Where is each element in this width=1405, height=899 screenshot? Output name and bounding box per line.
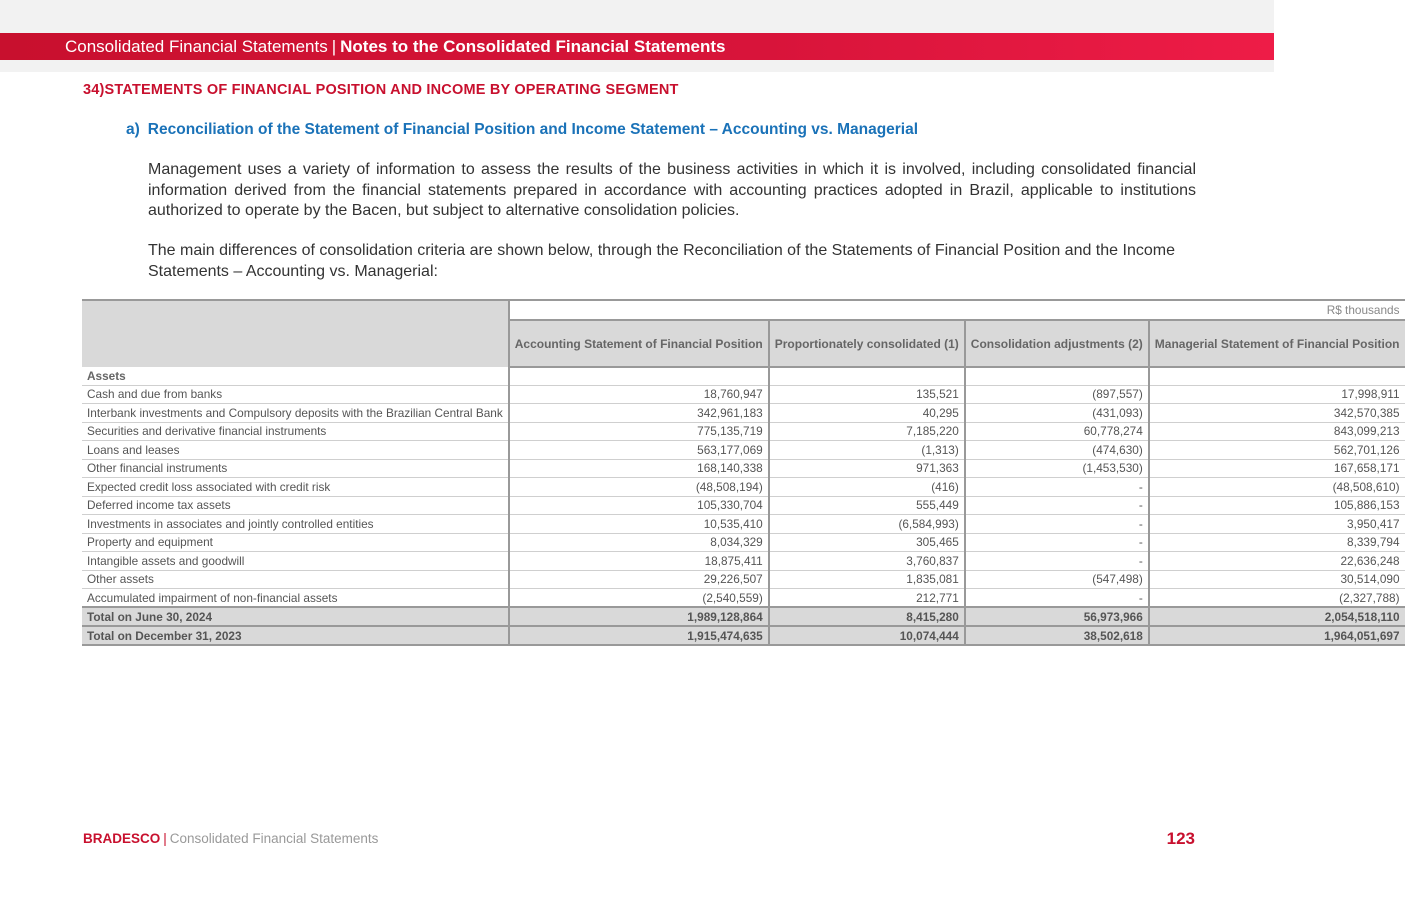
row-label: Other financial instruments — [82, 459, 509, 478]
header-left-text: Consolidated Financial Statements — [65, 37, 328, 56]
column-header: Proportionately consolidated (1) — [769, 320, 965, 367]
table-cell: - — [965, 533, 1149, 552]
table-cell: - — [965, 478, 1149, 497]
table-cell — [509, 367, 769, 385]
table-cell: - — [965, 552, 1149, 571]
row-label: Other assets — [82, 570, 509, 589]
table-cell: - — [965, 589, 1149, 608]
row-label: Loans and leases — [82, 441, 509, 460]
table-cell: 8,339,794 — [1149, 533, 1405, 552]
table-cell: (547,498) — [965, 570, 1149, 589]
table-cell: 29,226,507 — [509, 570, 769, 589]
table-row — [82, 385, 1405, 404]
table-cell: (1,313) — [769, 441, 965, 460]
table-row — [82, 533, 1405, 552]
table-row — [82, 478, 1405, 497]
table-cell: 1,989,128,864 — [509, 607, 769, 626]
table-cell: 7,185,220 — [769, 422, 965, 441]
section-title: 34)STATEMENTS OF FINANCIAL POSITION AND INCOME BY OPERATING SEGMENT — [83, 82, 679, 98]
document-header — [0, 33, 1274, 60]
footer-text: Consolidated Financial Statements — [169, 831, 379, 846]
row-label: Accumulated impairment of non-financial assets — [82, 589, 509, 608]
table-cell: 40,295 — [769, 404, 965, 423]
table-cell: (431,093) — [965, 404, 1149, 423]
table-cell: 30,514,090 — [1149, 570, 1405, 589]
footer — [83, 831, 378, 846]
table-cell: (897,557) — [965, 385, 1149, 404]
table-cell: 10,535,410 — [509, 515, 769, 534]
table-cell: 22,636,248 — [1149, 552, 1405, 571]
table-cell: - — [965, 515, 1149, 534]
table-row — [82, 515, 1405, 534]
table-cell: 971,363 — [769, 459, 965, 478]
table-cell — [965, 367, 1149, 385]
row-label: Total on June 30, 2024 — [82, 607, 509, 626]
table-cell: 305,465 — [769, 533, 965, 552]
table-cell: (2,540,559) — [509, 589, 769, 608]
table-cell: 168,140,338 — [509, 459, 769, 478]
row-label: Interbank investments and Compulsory deposits with the Brazilian Central Bank — [82, 404, 509, 423]
table-cell: 775,135,719 — [509, 422, 769, 441]
subsection-text: Reconciliation of the Statement of Financial Position and Income Statement – Accounting vs. Managerial — [147, 121, 919, 138]
category-row — [82, 367, 1405, 385]
table-row — [82, 589, 1405, 608]
subsection-letter: a) — [126, 121, 140, 138]
header-right-text: Notes to the Consolidated Financial Statements — [340, 37, 726, 56]
table-cell: 3,950,417 — [1149, 515, 1405, 534]
table-cell: 17,998,911 — [1149, 385, 1405, 404]
table-cell: 1,915,474,635 — [509, 626, 769, 645]
column-header: Consolidation adjustments (2) — [965, 320, 1149, 367]
header-under-strip — [0, 60, 1274, 72]
table-cell: - — [965, 496, 1149, 515]
table-cell: 212,771 — [769, 589, 965, 608]
row-label: Cash and due from banks — [82, 385, 509, 404]
header-separator: | — [331, 37, 337, 56]
page-number: 123 — [1166, 829, 1195, 848]
table-row — [82, 422, 1405, 441]
table-cell: 60,778,274 — [965, 422, 1149, 441]
table-cell: 1,964,051,697 — [1149, 626, 1405, 645]
table-row — [82, 570, 1405, 589]
table-cell: 843,099,213 — [1149, 422, 1405, 441]
table-cell: 342,961,183 — [509, 404, 769, 423]
table-cell: 167,658,171 — [1149, 459, 1405, 478]
table-row — [82, 459, 1405, 478]
table-unit-row — [82, 300, 1405, 320]
table-cell: 56,973,966 — [965, 607, 1149, 626]
top-strip — [0, 0, 1274, 33]
table-cell: 8,415,280 — [769, 607, 965, 626]
row-label: Total on December 31, 2023 — [82, 626, 509, 645]
reconciliation-table — [82, 299, 1405, 646]
table-cell: 105,330,704 — [509, 496, 769, 515]
table-row — [82, 496, 1405, 515]
column-header: Managerial Statement of Financial Position — [1149, 320, 1405, 367]
table-row — [82, 404, 1405, 423]
footer-separator: | — [163, 831, 167, 846]
table-cell: (416) — [769, 478, 965, 497]
footer-brand: BRADESCO — [83, 831, 161, 846]
row-label: Investments in associates and jointly controlled entities — [82, 515, 509, 534]
subsection-title — [126, 121, 918, 139]
table-cell — [769, 367, 965, 385]
table-cell: (1,453,530) — [965, 459, 1149, 478]
table-cell: 3,760,837 — [769, 552, 965, 571]
header-blank-cell — [82, 300, 509, 367]
table-cell: 563,177,069 — [509, 441, 769, 460]
row-label: Intangible assets and goodwill — [82, 552, 509, 571]
row-label: Securities and derivative financial instruments — [82, 422, 509, 441]
table-row — [82, 552, 1405, 571]
table-cell: 342,570,385 — [1149, 404, 1405, 423]
table-cell: 8,034,329 — [509, 533, 769, 552]
table-cell: (6,584,993) — [769, 515, 965, 534]
row-label: Deferred income tax assets — [82, 496, 509, 515]
column-header: Accounting Statement of Financial Position — [509, 320, 769, 367]
table-cell: 1,835,081 — [769, 570, 965, 589]
table-row — [82, 441, 1405, 460]
table-cell: 2,054,518,110 — [1149, 607, 1405, 626]
table-cell: (48,508,610) — [1149, 478, 1405, 497]
table-cell — [1149, 367, 1405, 385]
row-label: Expected credit loss associated with credit risk — [82, 478, 509, 497]
table-cell: 18,760,947 — [509, 385, 769, 404]
table-cell: 555,449 — [769, 496, 965, 515]
table-cell: 562,701,126 — [1149, 441, 1405, 460]
paragraph-2: The main differences of consolidation criteria are shown below, through the Reconciliation of the Statements of Financial Position and the Income Statements – Accounting vs. Managerial: — [148, 242, 1175, 280]
total-row — [82, 607, 1405, 626]
category-label: Assets — [82, 367, 509, 385]
paragraph-1: Management uses a variety of information to assess the results of the business activities in which it is involved, including consolidated financial information derived from the financial statements prepared in accordance with accounting practices adopted in Brazil, applicable to institutions authorized to operate by the Bacen, but subject to alternative consolidation policies. — [148, 161, 1196, 219]
table-cell: (474,630) — [965, 441, 1149, 460]
table-cell: (2,327,788) — [1149, 589, 1405, 608]
total-row — [82, 626, 1405, 645]
table-cell: 105,886,153 — [1149, 496, 1405, 515]
unit-label: R$ thousands — [509, 300, 1405, 320]
table-cell: 135,521 — [769, 385, 965, 404]
table-cell: 18,875,411 — [509, 552, 769, 571]
table-cell: 38,502,618 — [965, 626, 1149, 645]
row-label: Property and equipment — [82, 533, 509, 552]
table-cell: (48,508,194) — [509, 478, 769, 497]
table-cell: 10,074,444 — [769, 626, 965, 645]
